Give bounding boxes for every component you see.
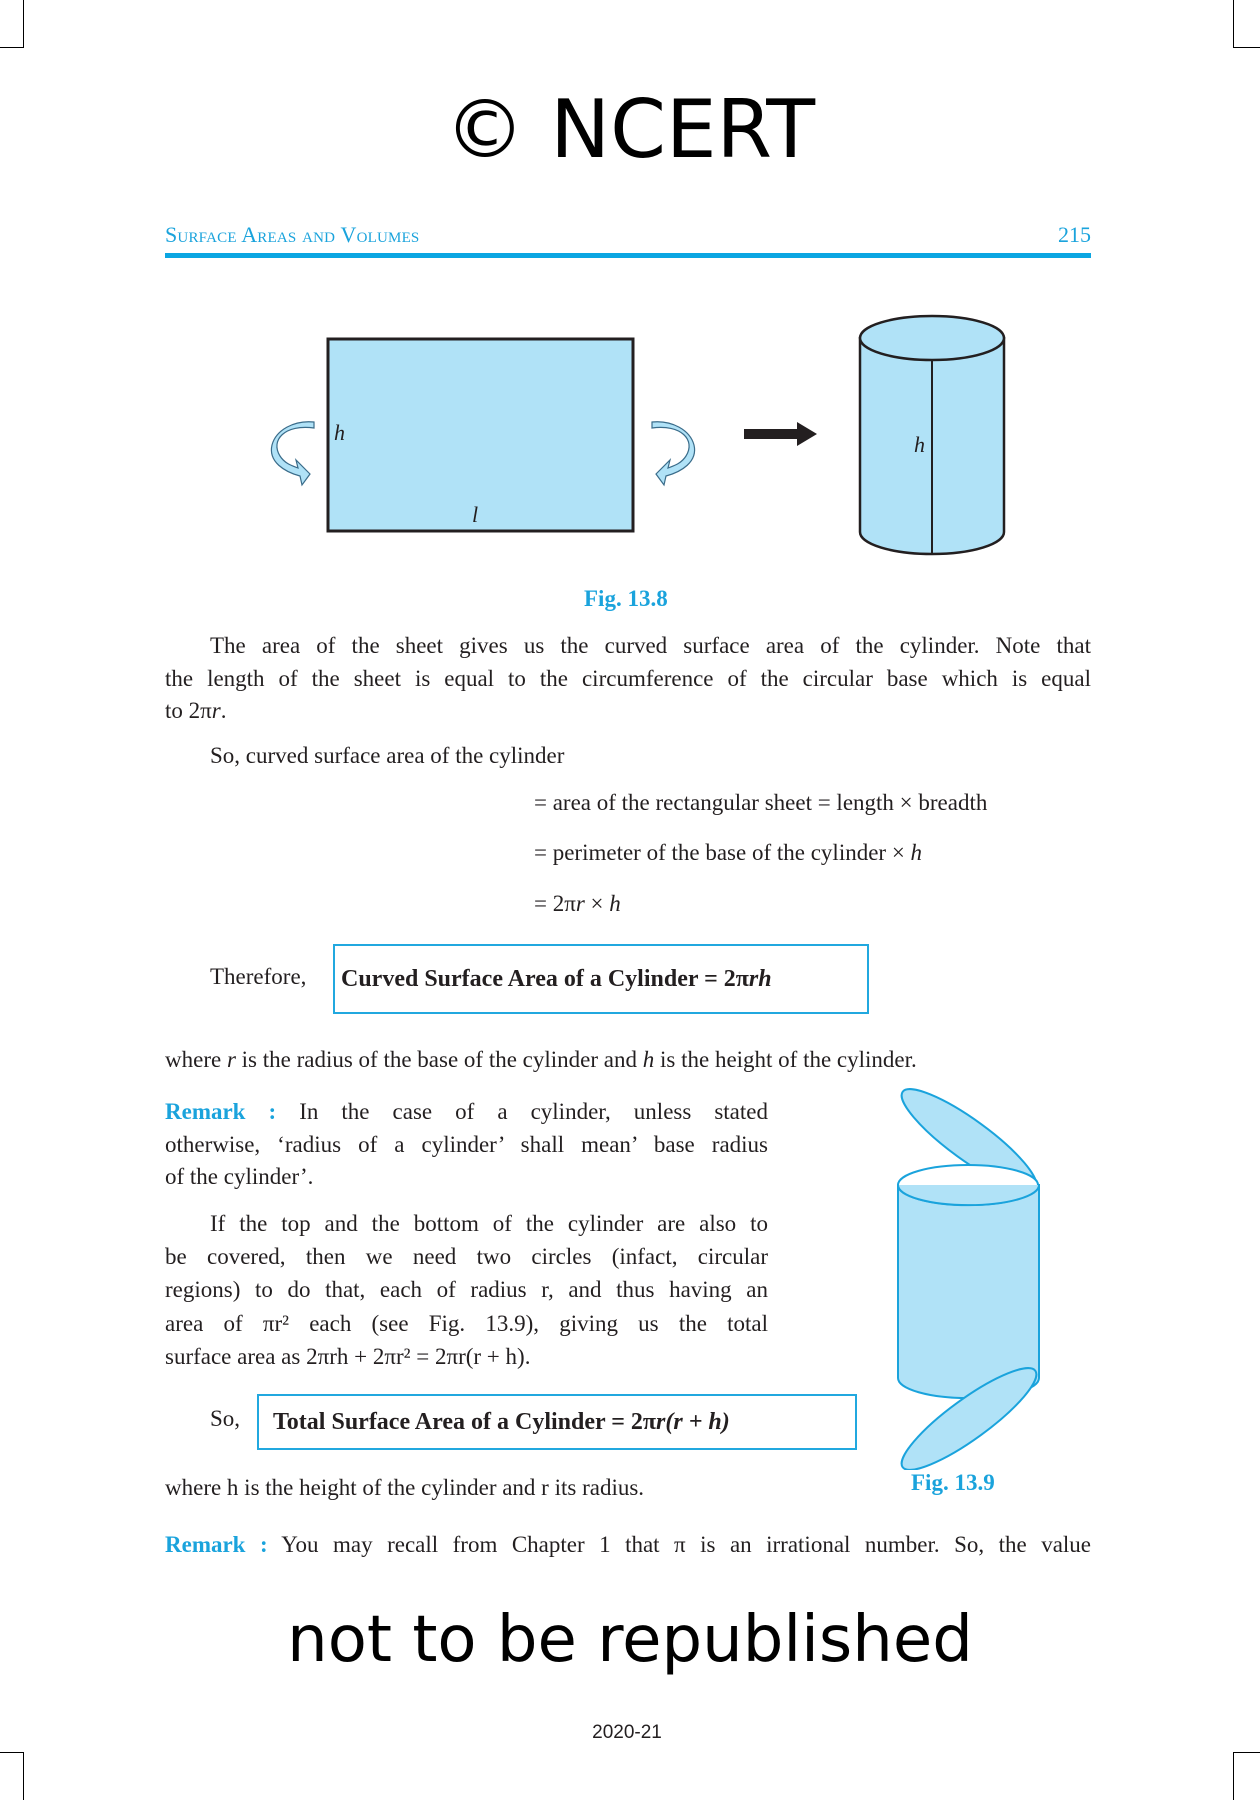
paragraph-line: surface area as 2πrh + 2πr² = 2πr(r + h). [165,1344,531,1369]
header-rule [165,253,1091,258]
paragraph-line: If the top and the bottom of the cylinder are also to [210,1211,768,1236]
cylinder [860,316,1004,554]
text: to 2π [165,698,212,723]
crop-mark [1233,1752,1260,1753]
watermark-ncert: © NCERT [444,83,816,176]
label-h: h [334,420,345,445]
text: is the height of the cylinder. [654,1047,917,1072]
so-label: So, [210,1406,241,1431]
text: where [165,1047,227,1072]
var: h [910,840,923,865]
paragraph-line: So, curved surface area of the cylinder [210,743,565,768]
arrow-right-icon [744,422,817,446]
crop-mark [23,1752,24,1800]
figure-13-9 [880,1080,1060,1470]
tsa-formula-box [257,1394,857,1450]
crop-mark [1233,47,1260,48]
csa-formula-box [333,944,869,1014]
paragraph-line: the length of the sheet is equal to the circumference of the circular base which is equal [165,666,1091,691]
text: In the case of a cylinder, unless stated [276,1099,768,1124]
figure-caption: Fig. 13.8 [584,586,668,611]
crop-mark [23,0,24,48]
cylinder-body [898,1185,1039,1398]
text: is the radius of the base of the cylinder and [235,1047,643,1072]
cylinder-label-h: h [914,432,925,457]
paragraph-line: The area of the sheet gives us the curved surface area of the cylinder. Note that [210,633,1091,658]
formula-text: Curved Surface Area of a Cylinder = 2π [341,965,749,992]
remark-line: of the cylinder’. [165,1164,314,1189]
var: h [609,891,621,916]
remark-line [165,1530,1091,1560]
remark-label: Remark : [165,1099,277,1124]
text: = perimeter of the base of the cylinder × [534,840,911,865]
formula-vars: rh [748,965,772,992]
paragraph-line: be covered, then we need two circles (infact, circular [165,1244,768,1269]
crop-mark [1233,0,1234,48]
paragraph-line: where h is the height of the cylinder and r its radius. [165,1475,645,1500]
text: = 2π [534,891,576,916]
var: h [642,1047,655,1072]
figure-13-8 [0,300,1260,570]
formula-text: Total Surface Area of a Cylinder = 2π [273,1408,657,1435]
var: r [226,1047,236,1072]
formula-vars: r(r + h) [656,1408,730,1435]
paragraph-line: regions) to do that, each of radius r, and thus having an [165,1277,768,1302]
figure-caption: Fig. 13.9 [911,1470,995,1495]
paragraph-line: area of πr² each (see Fig. 13.9), giving us the total [165,1311,768,1336]
var: r [575,891,585,916]
chapter-title: Surface Areas and Volumes [165,222,420,247]
label-l: l [472,502,479,527]
equation-line [534,840,922,866]
curl-arrow-left-icon [271,422,314,485]
crop-mark [1233,1752,1234,1800]
crop-mark [0,1752,24,1753]
therefore-label: Therefore, [210,964,307,989]
text: You may recall from Chapter 1 that π is an irrational number. So, the value [267,1532,1092,1557]
text: . [220,698,227,723]
watermark-republished: not to be republished [287,1603,973,1677]
crop-mark [0,47,24,48]
equation-line: = area of the rectangular sheet = length × breadth [534,790,988,815]
var: r [211,698,221,723]
page-number: 215 [1058,222,1091,247]
paragraph-line [165,696,1091,726]
equation-line [534,891,621,917]
paragraph-line [165,1045,1091,1075]
rectangular-sheet [328,339,633,531]
remark-line [165,1097,768,1127]
footer-year: 2020-21 [592,1722,662,1743]
curl-arrow-right-icon [652,422,695,485]
remark-line: otherwise, ‘radius of a cylinder’ shall mean’ base radius [165,1132,768,1157]
remark-label: Remark : [165,1532,268,1557]
text: × [584,891,610,916]
